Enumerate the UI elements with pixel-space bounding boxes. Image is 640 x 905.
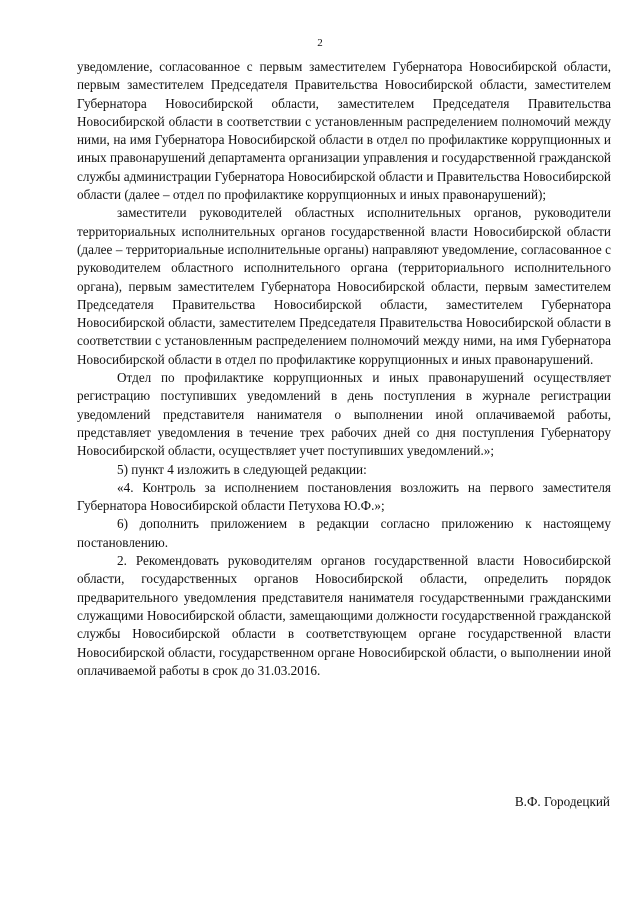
- paragraph-notification-continuation: уведомление, согласованное с первым заместителем Губернатора Новосибирской области, первым заместителем Председателя Правительства Новосибирской области, заместителем Губернатора Новосибирской области, заместителем Председателя Правительства Новосибирской области в соответствии с установленным распределением полномочий между ними, на имя Губернатора Новосибирской области в отдел по профилактике коррупционных и иных правонарушений департамента организации управления и государственной гражданской службы администрации Губернатора Новосибирской области и Правительства Новосибирской области (далее – отдел по профилактике коррупционных и иных правонарушений);: [77, 59, 611, 203]
- page-number: 2: [317, 37, 323, 49]
- paragraph-deputy-heads: заместители руководителей областных исполнительных органов, руководители территориальных исполнительных органов государственной власти Новосибирской области (далее – территориальные исполнительные органы) направляют уведомление, согласованное с руководителем областного исполнительного органа (территориального исполнительного органа), первым заместителем Губернатора Новосибирской области, первым заместителем Председателя Правительства Новосибирской области, заместителем Губернатора Новосибирской области, заместителем Председателя Правительства Новосибирской области в соответствии с установленным распределением полномочий между ними, на имя Губернатора Новосибирской области в отдел по профилактике коррупционных и иных правонарушений.: [77, 205, 611, 367]
- paragraph-item-5: 5) пункт 4 изложить в следующей редакции:: [117, 461, 367, 477]
- paragraph-recommendation: 2. Рекомендовать руководителям органов государственной власти Новосибирской области, государственных органов Новосибирской области, определить порядок предварительного уведомления представителя нанимателя государственными гражданскими служащими Новосибирской области, замещающими должности государственной гражданской службы Новосибирской области в соответствующем органе государственной власти Новосибирской области, государственном органе Новосибирской области, о выполнении иной оплачиваемой работы в срок до 31.03.2016.: [77, 553, 611, 678]
- paragraph-control-clause: «4. Контроль за исполнением постановления возложить на первого заместителя Губернатора Новосибирской области Петухова Ю.Ф.»;: [77, 479, 611, 514]
- paragraph-registration: Отдел по профилактике коррупционных и иных правонарушений осуществляет регистрацию поступивших уведомлений в день поступления в журнале регистрации уведомлений представителя нанимателя о выполнении иной оплачиваемой работы, представляет уведомления в течение трех рабочих дней со дня поступления Губернатору Новосибирской области, осуществляет учет поступивших уведомлений.»;: [77, 370, 611, 459]
- document-body: [77, 58, 611, 680]
- signature-name: В.Ф. Городецкий: [514, 794, 610, 809]
- paragraph-item-6: 6) дополнить приложением в редакции согласно приложению к настоящему постановлению.: [77, 516, 611, 550]
